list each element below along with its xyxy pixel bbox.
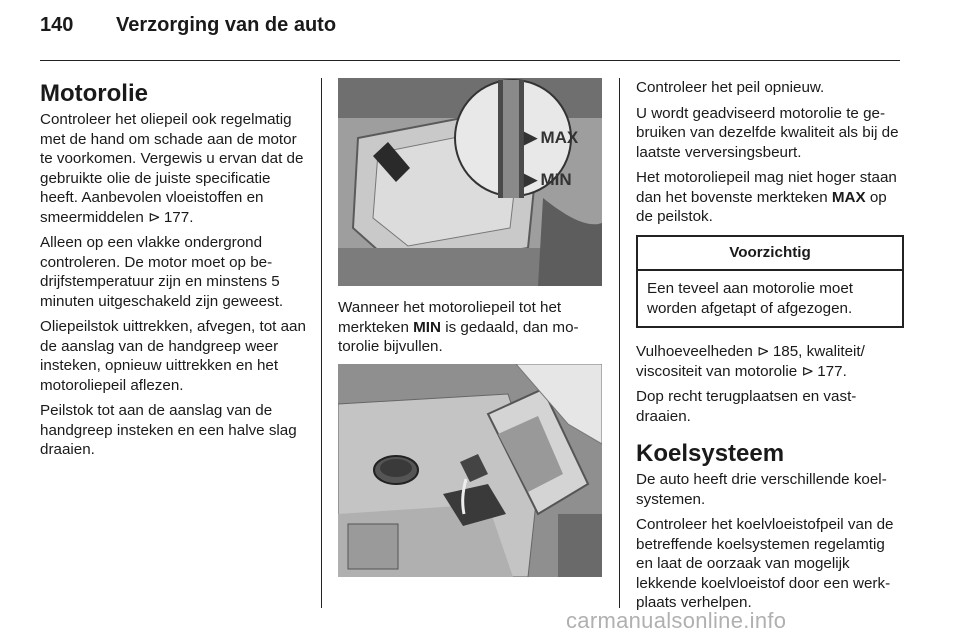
section-heading-motorolie: Motorolie xyxy=(40,80,148,107)
caution-body: Een teveel aan motorolie moet worden afgetapt of afgezogen. xyxy=(647,280,853,317)
page-title: Verzorging van de auto xyxy=(116,14,337,36)
caution-title: Voorzichtig xyxy=(638,237,902,272)
engine-dipstick-photo xyxy=(338,78,602,286)
paragraph: Alleen op een vlakke ondergrond controleren. De motor moet op bedrijfstemperatuur zijn en minstens 5 minuten uitgeschakeld zijn geweest. xyxy=(40,234,284,310)
page-ref-arrow-icon: ⊳ xyxy=(757,343,773,360)
paragraph: Vulhoeveelheden ⊳ 185, kwaliteit/ viscositeit van motorolie ⊳ 177. xyxy=(636,343,865,380)
column-divider xyxy=(321,78,322,608)
watermark: carmanualsonline.info xyxy=(566,608,787,633)
paragraph: Het motoroliepeil mag niet hoger staan dan het bovenste merkteken MAX op de peilstok. xyxy=(636,169,897,225)
paragraph: Wanneer het motoroliepeil tot het merkteken MIN is gedaald, dan motorolie bijvullen. xyxy=(338,299,579,355)
dipstick-min-label: ▶ MIN xyxy=(524,170,572,189)
paragraph: De auto heeft drie verschillende koelsystemen. xyxy=(636,471,887,508)
oil-bottle-pouring-illustration xyxy=(338,364,602,577)
paragraph: Dop recht terugplaatsen en vastdraaien. xyxy=(636,388,857,425)
oil-filling-photo xyxy=(338,364,602,577)
column-3 xyxy=(636,78,904,619)
page-ref-arrow-icon: ⊳ xyxy=(148,208,164,226)
column-1 xyxy=(40,80,306,466)
paragraph: Controleer het peil opnieuw. xyxy=(636,79,825,96)
section-heading-koelsysteem: Koelsysteem xyxy=(636,440,785,467)
dipstick-max-label: ▶ MAX xyxy=(524,128,579,147)
max-mark: MAX xyxy=(831,188,866,206)
column-2 xyxy=(338,298,606,363)
page-header xyxy=(40,14,336,37)
paragraph: Oliepeilstok uittrekken, afvegen, tot aan de aanslag van de handgreep weer insteken, opnieuw uittrekken en het motoroliepeil aflezen. xyxy=(40,318,306,394)
column-divider xyxy=(619,78,620,608)
min-mark: MIN xyxy=(413,318,441,336)
caution-box xyxy=(636,235,904,329)
page-number: 140 xyxy=(40,14,74,36)
header-rule xyxy=(40,60,900,61)
page-ref[interactable]: 185 xyxy=(772,343,799,360)
paragraph: Peilstok tot aan de aanslag van de handgreep insteken en een halve slag draaien. xyxy=(40,402,297,458)
paragraph: Controleer het oliepeil ook regelmatig met de hand om schade aan de motor te voorkomen. Vergewis u ervan dat de gebruikte olie de juiste specificatie heeft. Aanbevolen vloeistoffen en smeermiddelen ⊳ 177. xyxy=(40,111,304,226)
paragraph: Controleer het koelvloeistofpeil van de betreffende koelsystemen regelamtig en laat de oorzaak van mogelijk lekkende koelvloeistof door een werkplaats verhelpen. xyxy=(636,516,894,611)
page-ref[interactable]: 177 xyxy=(817,362,843,380)
paragraph: U wordt geadviseerd motorolie te gebruiken van dezelfde kwaliteit als bij de laatste verversingsbeurt. xyxy=(636,104,899,161)
page-ref-arrow-icon: ⊳ xyxy=(801,362,818,380)
page-ref[interactable]: 177 xyxy=(163,208,190,226)
